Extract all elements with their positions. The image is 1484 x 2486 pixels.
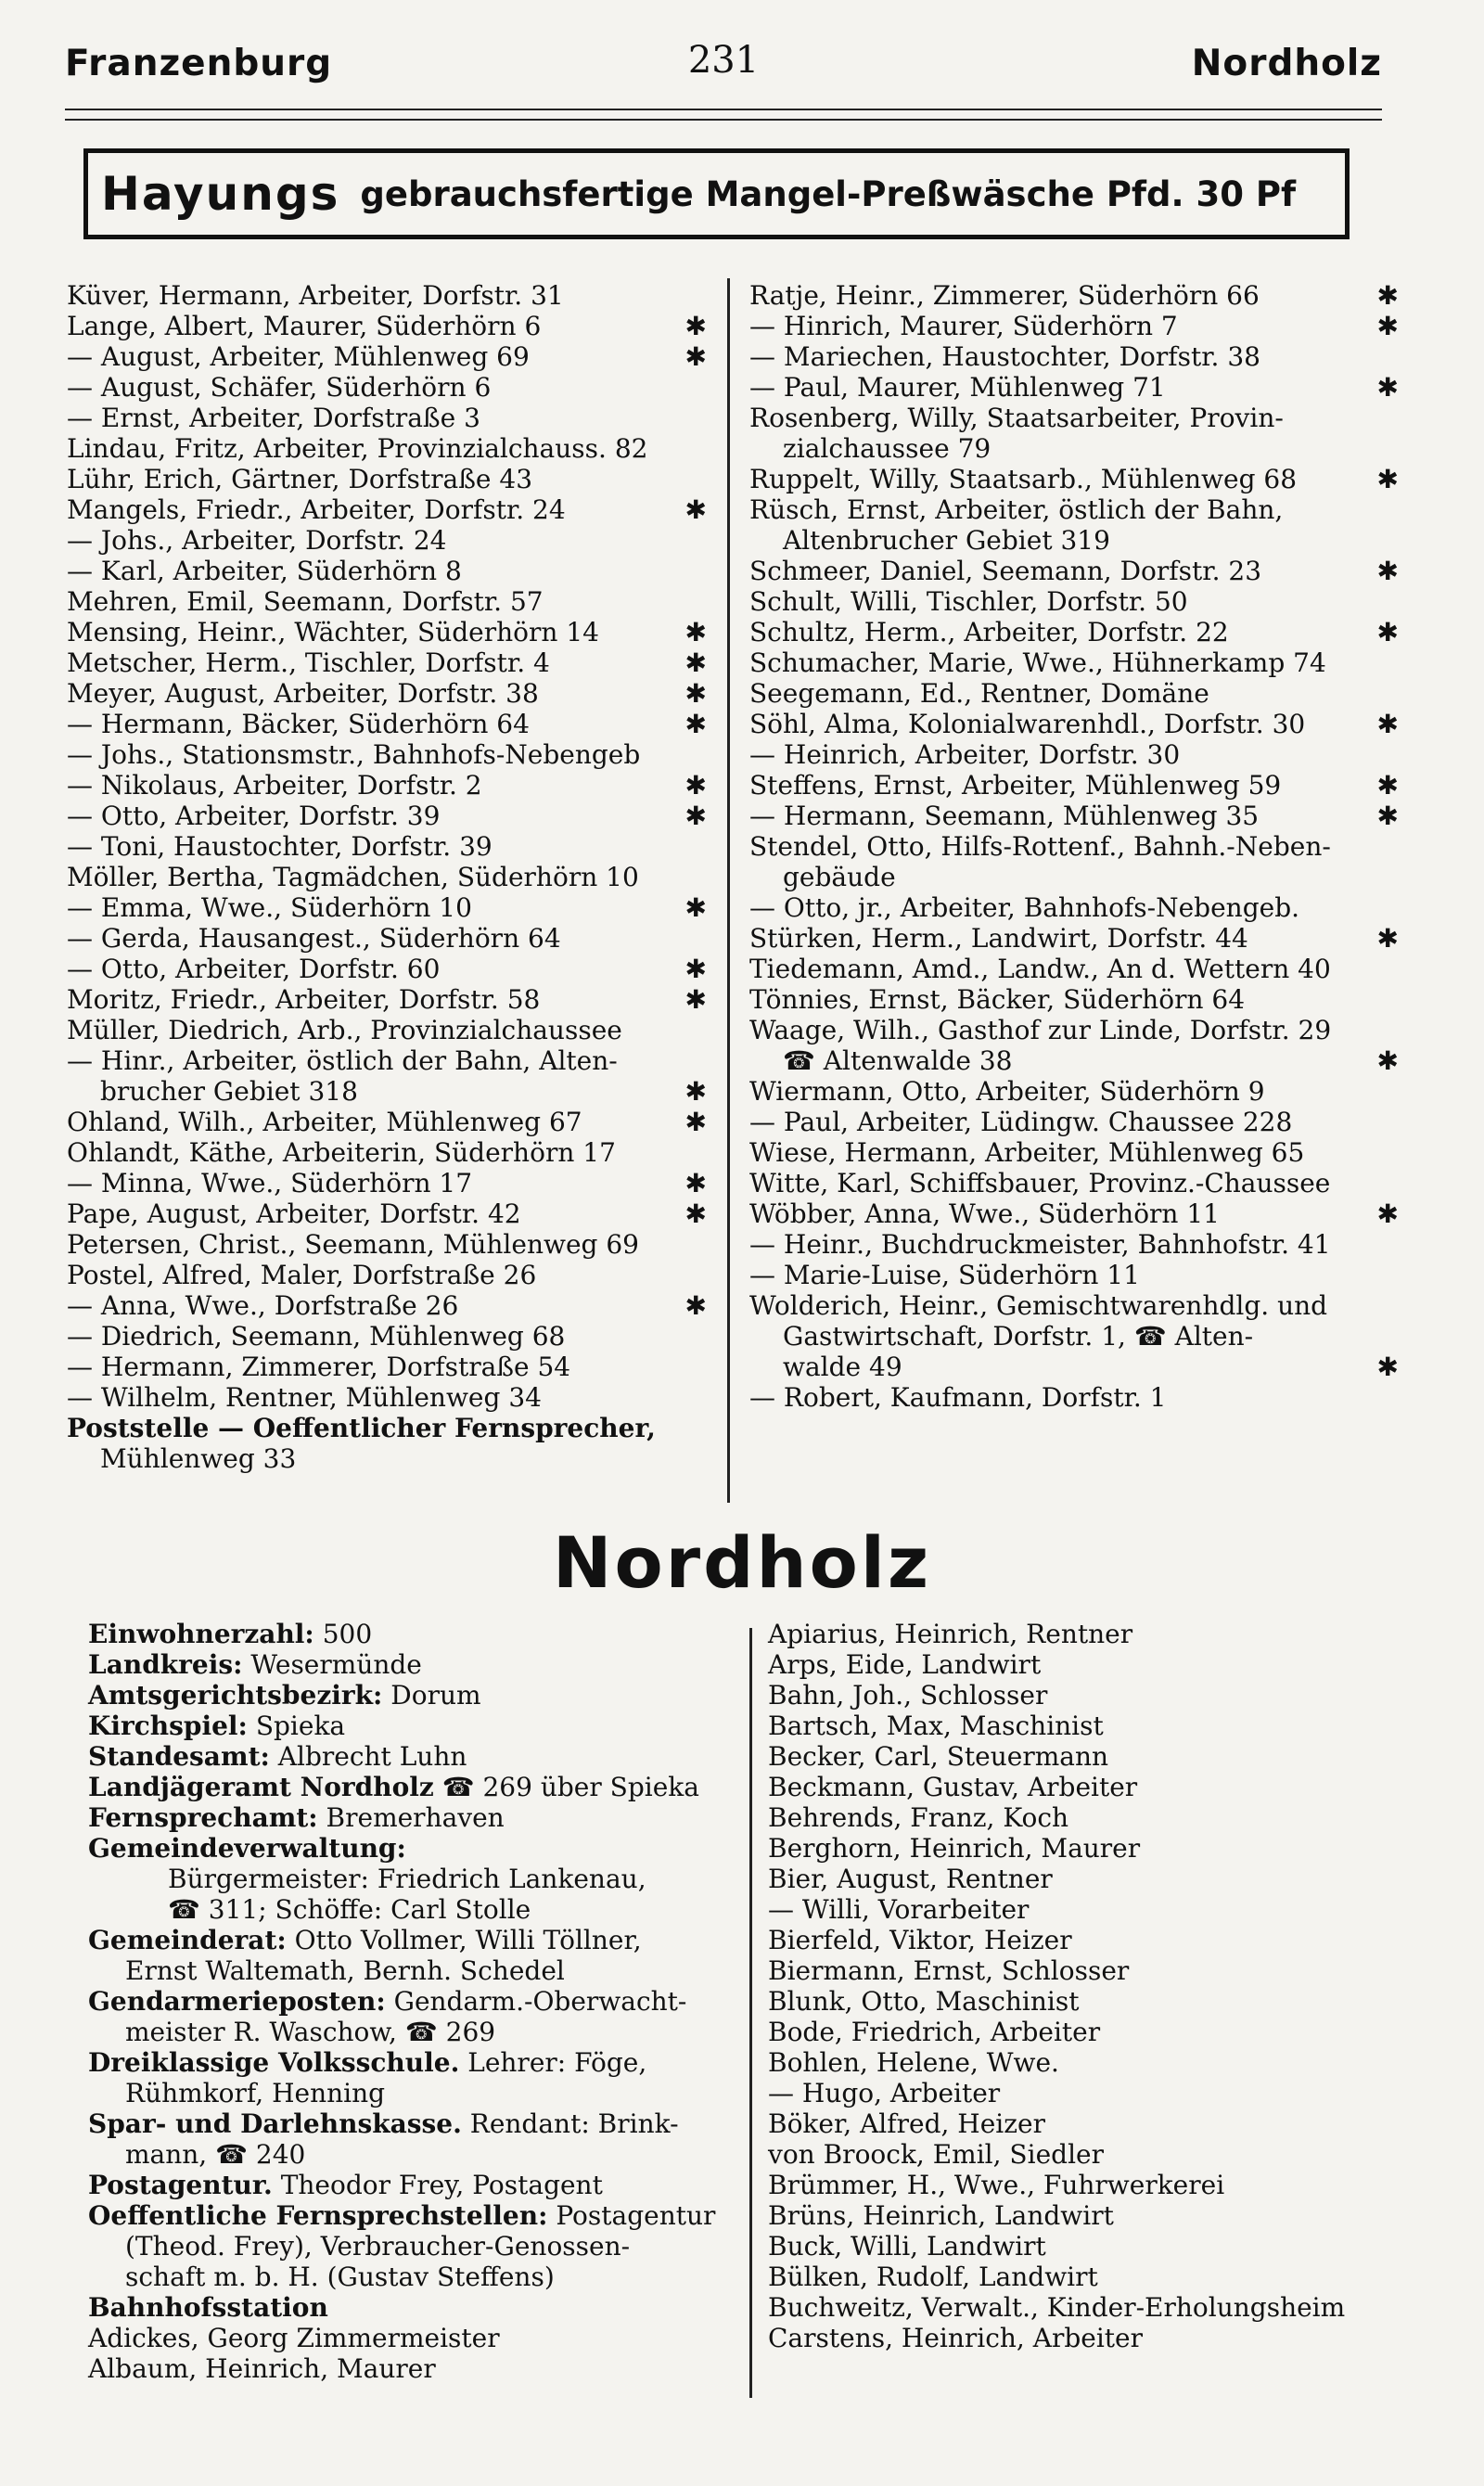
directory-entry	[67, 586, 707, 617]
directory-entry	[67, 433, 707, 464]
info-value: Bremerhaven	[326, 1802, 505, 1833]
entry-text: Lühr, Erich, Gärtner, Dorfstraße 43	[67, 464, 533, 494]
entry-text: — August, Schäfer, Süderhörn 6	[67, 372, 492, 403]
info-label: Gemeindeverwaltung:	[88, 1833, 406, 1864]
entry-text: — Robert, Kaufmann, Dorfstr. 1	[749, 1382, 1167, 1413]
entry-continuation: Mühlenweg 33	[100, 1443, 297, 1474]
info-value: mann, ☎ 240	[125, 2139, 306, 2170]
entry-continuation: Altenbrucher Gebiet 319	[783, 525, 1110, 556]
entry-text: Postel, Alfred, Maler, Dorfstraße 26	[67, 1260, 537, 1290]
directory-entry	[749, 1260, 1399, 1290]
directory-entry: Bartsch, Max, Maschinist	[768, 1711, 1104, 1741]
directory-entry	[67, 1413, 707, 1474]
directory-entry	[67, 464, 707, 494]
entry-text: — Wilhelm, Rentner, Mühlenweg 34	[67, 1382, 542, 1413]
info-value: ☎ 269 über Spieka	[441, 1772, 699, 1802]
entry-text: Mensing, Heinr., Wächter, Süderhörn 14	[67, 617, 599, 647]
entry-text: Schmeer, Daniel, Seemann, Dorfstr. 23	[749, 556, 1262, 586]
info-line	[88, 2047, 737, 2078]
info-line	[88, 1741, 737, 1772]
entry-text: — Marie-Luise, Süderhörn 11	[749, 1260, 1140, 1290]
entry-text: — August, Arbeiter, Mühlenweg 69	[67, 341, 530, 372]
directory-entry	[749, 1015, 1399, 1076]
star-icon: ✱	[684, 1290, 707, 1321]
star-icon: ✱	[684, 1168, 707, 1198]
star-icon: ✱	[1376, 709, 1399, 739]
info-value: Dorum	[390, 1680, 481, 1711]
info-value: Rühmkorf, Henning	[125, 2078, 386, 2108]
entry-text: Tiedemann, Amd., Landw., An d. Wettern 40	[749, 954, 1331, 984]
directory-entry: — Hugo, Arbeiter	[768, 2078, 1001, 2108]
directory-entry	[749, 1198, 1399, 1229]
entry-text: — Diedrich, Seemann, Mühlenweg 68	[67, 1321, 566, 1352]
directory-entry	[67, 801, 707, 831]
star-icon: ✱	[684, 801, 707, 831]
info-line	[88, 2231, 737, 2262]
town-info	[88, 1619, 737, 2384]
directory-entry	[67, 556, 707, 586]
directory-entry	[749, 556, 1399, 586]
page-header	[65, 37, 1382, 93]
info-label: Dreiklassige Volksschule.	[88, 2047, 460, 2078]
star-icon: ✱	[684, 892, 707, 923]
info-label: Gendarmerieposten:	[88, 1986, 386, 2017]
entry-text: Seegemann, Ed., Rentner, Domäne	[749, 678, 1209, 709]
directory-entry: von Broock, Emil, Siedler	[768, 2139, 1104, 2170]
directory-entry	[749, 770, 1399, 801]
entry-text: — Hinrich, Maurer, Süderhörn 7	[749, 311, 1178, 341]
star-icon: ✱	[684, 1198, 707, 1229]
info-value: Gendarm.-Oberwacht-	[393, 1986, 687, 2017]
directory-entry	[749, 892, 1399, 923]
info-value: Adickes, Georg Zimmermeister	[88, 2323, 500, 2353]
entry-text: Pape, August, Arbeiter, Dorfstr. 42	[67, 1198, 521, 1229]
directory-entry: Apiarius, Heinrich, Rentner	[768, 1619, 1133, 1649]
entry-text: Stürken, Herm., Landwirt, Dorfstr. 44	[749, 923, 1248, 954]
info-label: Fernsprechamt:	[88, 1802, 318, 1833]
entry-text: Moritz, Friedr., Arbeiter, Dorfstr. 58	[67, 984, 541, 1015]
directory-entry	[749, 1382, 1399, 1413]
directory-entry	[67, 311, 707, 341]
advertisement-banner	[83, 148, 1350, 239]
info-line	[88, 1649, 737, 1680]
star-icon: ✱	[684, 678, 707, 709]
star-icon: ✱	[1376, 770, 1399, 801]
entry-text: Meyer, August, Arbeiter, Dorfstr. 38	[67, 678, 539, 709]
directory-entry	[67, 1045, 707, 1107]
entry-text: Rosenberg, Willy, Staatsarbeiter, Provin-	[749, 403, 1284, 433]
directory-entry	[67, 280, 707, 311]
info-label: Landjägeramt Nordholz	[88, 1772, 434, 1802]
directory-entry	[67, 647, 707, 678]
entry-text: — Johs., Arbeiter, Dorfstr. 24	[67, 525, 447, 556]
star-icon: ✱	[1376, 801, 1399, 831]
info-value: Postagentur	[556, 2200, 716, 2231]
resident-list-left	[67, 280, 707, 1474]
star-icon: ✱	[684, 770, 707, 801]
star-icon: ✱	[1376, 617, 1399, 647]
info-line	[88, 1986, 737, 2017]
directory-entry: Biermann, Ernst, Schlosser	[768, 1955, 1130, 1986]
directory-entry	[749, 923, 1399, 954]
entry-text: Mangels, Friedr., Arbeiter, Dorfstr. 24	[67, 494, 566, 525]
info-label: Oeffentliche Fernsprechstellen:	[88, 2200, 548, 2231]
info-line	[88, 1833, 737, 1864]
info-value: Theodor Frey, Postagent	[280, 2170, 603, 2200]
directory-entry	[67, 862, 707, 892]
entry-text: Ohlandt, Käthe, Arbeiterin, Süderhörn 17	[67, 1137, 616, 1168]
entry-text: — Paul, Maurer, Mühlenweg 71	[749, 372, 1166, 403]
directory-entry: Arps, Eide, Landwirt	[768, 1649, 1042, 1680]
entry-text: Söhl, Alma, Kolonialwarenhdl., Dorfstr. 30	[749, 709, 1306, 739]
resident-list-right	[749, 280, 1399, 1413]
info-value: Otto Vollmer, Willi Töllner,	[294, 1925, 642, 1955]
header-right-town: Nordholz	[1191, 43, 1382, 84]
star-icon: ✱	[684, 709, 707, 739]
info-line	[88, 1864, 737, 1894]
star-icon: ✱	[684, 984, 707, 1015]
star-icon: ✱	[1376, 464, 1399, 494]
star-icon: ✱	[684, 341, 707, 372]
entry-text: Rüsch, Ernst, Arbeiter, östlich der Bahn,	[749, 494, 1284, 525]
entry-continuation: gebäude	[783, 862, 896, 892]
entry-text: — Minna, Wwe., Süderhörn 17	[67, 1168, 473, 1198]
entry-text: Poststelle — Oeffentlicher Fernsprecher,	[67, 1413, 656, 1443]
header-rule-top	[65, 109, 1382, 110]
star-icon: ✱	[1376, 923, 1399, 954]
directory-entry: Behrends, Franz, Koch	[768, 1802, 1069, 1833]
entry-text: Waage, Wilh., Gasthof zur Linde, Dorfstr. 29	[749, 1015, 1332, 1045]
entry-continuation: brucher Gebiet 318	[100, 1076, 358, 1107]
column-divider	[727, 278, 730, 1503]
entry-text: Petersen, Christ., Seemann, Mühlenweg 69	[67, 1229, 639, 1260]
header-rule-bottom	[65, 119, 1382, 121]
entry-text: Schumacher, Marie, Wwe., Hühnerkamp 74	[749, 647, 1326, 678]
directory-entry	[67, 525, 707, 556]
ad-brand: Hayungs	[101, 167, 340, 221]
directory-entry	[749, 280, 1399, 311]
directory-entry: Bier, August, Rentner	[768, 1864, 1053, 1894]
directory-entry	[67, 954, 707, 984]
directory-entry	[67, 1229, 707, 1260]
directory-entry	[749, 954, 1399, 984]
info-line	[88, 2200, 737, 2231]
info-line	[88, 1894, 737, 1925]
entry-text: — Nikolaus, Arbeiter, Dorfstr. 2	[67, 770, 482, 801]
info-line	[88, 2078, 737, 2108]
entry-text: Ohland, Wilh., Arbeiter, Mühlenweg 67	[67, 1107, 582, 1137]
entry-text: — Karl, Arbeiter, Süderhörn 8	[67, 556, 462, 586]
info-label: Einwohnerzahl:	[88, 1619, 314, 1649]
directory-entry	[67, 1198, 707, 1229]
star-icon: ✱	[1376, 1198, 1399, 1229]
star-icon: ✱	[684, 954, 707, 984]
entry-text: — Anna, Wwe., Dorfstraße 26	[67, 1290, 459, 1321]
info-line	[88, 2353, 737, 2384]
directory-entry: — Willi, Vorarbeiter	[768, 1894, 1030, 1925]
entry-text: — Heinrich, Arbeiter, Dorfstr. 30	[749, 739, 1181, 770]
entry-text: — Heinr., Buchdruckmeister, Bahnhofstr. 41	[749, 1229, 1331, 1260]
info-line	[88, 2323, 737, 2353]
entry-text: Lange, Albert, Maurer, Süderhörn 6	[67, 311, 542, 341]
directory-entry	[67, 403, 707, 433]
entry-text: Ruppelt, Willy, Staatsarb., Mühlenweg 68	[749, 464, 1298, 494]
info-value: Albrecht Luhn	[277, 1741, 467, 1772]
directory-entry	[749, 464, 1399, 494]
directory-entry	[749, 617, 1399, 647]
directory-entry	[749, 801, 1399, 831]
info-line	[88, 1619, 737, 1649]
directory-entry	[67, 1015, 707, 1045]
directory-entry	[749, 984, 1399, 1015]
directory-entry: Carstens, Heinrich, Arbeiter	[768, 2323, 1143, 2353]
directory-entry	[67, 739, 707, 770]
entry-text: Metscher, Herm., Tischler, Dorfstr. 4	[67, 647, 550, 678]
info-value: meister R. Waschow, ☎ 269	[125, 2017, 496, 2047]
resident-list-lower	[768, 1619, 1417, 2353]
directory-entry	[749, 739, 1399, 770]
directory-entry: Brümmer, H., Wwe., Fuhrwerkerei	[768, 2170, 1225, 2200]
directory-entry: Buchweitz, Verwalt., Kinder-Erholungsheim	[768, 2292, 1346, 2323]
directory-entry	[67, 923, 707, 954]
entry-text: Wiermann, Otto, Arbeiter, Süderhörn 9	[749, 1076, 1265, 1107]
directory-entry: Buck, Willi, Landwirt	[768, 2231, 1046, 2262]
directory-entry	[67, 1137, 707, 1168]
info-line	[88, 1711, 737, 1741]
entry-text: Küver, Hermann, Arbeiter, Dorfstr. 31	[67, 280, 564, 311]
directory-entry	[749, 709, 1399, 739]
entry-text: — Gerda, Hausangest., Süderhörn 64	[67, 923, 561, 954]
info-value: ☎ 311; Schöffe: Carl Stolle	[168, 1894, 531, 1925]
entry-text: Mehren, Emil, Seemann, Dorfstr. 57	[67, 586, 544, 617]
entry-text: Lindau, Fritz, Arbeiter, Provinzialchauss. 82	[67, 433, 648, 464]
star-icon: ✱	[684, 1076, 707, 1107]
entry-continuation: zialchaussee 79	[783, 433, 991, 464]
entry-text: Steffens, Ernst, Arbeiter, Mühlenweg 59	[749, 770, 1282, 801]
info-label: Landkreis:	[88, 1649, 243, 1680]
info-label: Spar- und Darlehnskasse.	[88, 2108, 462, 2139]
entry-text: — Mariechen, Haustochter, Dorfstr. 38	[749, 341, 1260, 372]
directory-entry	[749, 1107, 1399, 1137]
header-left-town: Franzenburg	[65, 43, 333, 84]
directory-entry: Böker, Alfred, Heizer	[768, 2108, 1045, 2139]
info-line	[88, 1955, 737, 1986]
directory-entry	[749, 647, 1399, 678]
directory-entry: Bohlen, Helene, Wwe.	[768, 2047, 1059, 2078]
directory-entry	[749, 341, 1399, 372]
info-line	[88, 2170, 737, 2200]
entry-text: — Ernst, Arbeiter, Dorfstraße 3	[67, 403, 480, 433]
directory-entry	[749, 678, 1399, 709]
directory-entry: Bahn, Joh., Schlosser	[768, 1680, 1048, 1711]
star-icon: ✱	[1376, 1352, 1399, 1382]
info-label: Standesamt:	[88, 1741, 270, 1772]
entry-text: — Toni, Haustochter, Dorfstr. 39	[67, 831, 493, 862]
directory-entry	[67, 1321, 707, 1352]
directory-entry	[749, 831, 1399, 892]
info-label: Kirchspiel:	[88, 1711, 248, 1741]
entry-text: — Otto, jr., Arbeiter, Bahnhofs-Nebengeb.	[749, 892, 1300, 923]
entry-text: — Hermann, Zimmerer, Dorfstraße 54	[67, 1352, 571, 1382]
entry-text: Wöbber, Anna, Wwe., Süderhörn 11	[749, 1198, 1220, 1229]
entry-text: Wiese, Hermann, Arbeiter, Mühlenweg 65	[749, 1137, 1305, 1168]
directory-entry	[67, 984, 707, 1015]
info-value: Bürgermeister: Friedrich Lankenau,	[168, 1864, 646, 1894]
column-divider-lower	[749, 1628, 752, 2398]
directory-entry	[67, 709, 707, 739]
directory-entry	[749, 1229, 1399, 1260]
star-icon: ✱	[684, 1107, 707, 1137]
directory-entry	[67, 1260, 707, 1290]
directory-entry: Berghorn, Heinrich, Maurer	[768, 1833, 1141, 1864]
info-value: Spieka	[255, 1711, 346, 1741]
ad-text: gebrauchsfertige Mangel-Preßwäsche Pfd. 30 Pf	[360, 173, 1297, 214]
directory-entry	[749, 1290, 1399, 1382]
directory-entry	[749, 403, 1399, 464]
entry-text: Witte, Karl, Schiffsbauer, Provinz.-Chaussee	[749, 1168, 1331, 1198]
info-value: (Theod. Frey), Verbraucher-Genossen-	[125, 2231, 631, 2262]
entry-text: Stendel, Otto, Hilfs-Rottenf., Bahnh.-Neben-	[749, 831, 1331, 862]
directory-entry	[749, 586, 1399, 617]
info-value: Rendant: Brink-	[469, 2108, 679, 2139]
entry-text: Schult, Willi, Tischler, Dorfstr. 50	[749, 586, 1188, 617]
info-value: schaft m. b. H. (Gustav Steffens)	[125, 2262, 555, 2292]
info-value: Albaum, Heinrich, Maurer	[88, 2353, 436, 2384]
star-icon: ✱	[684, 494, 707, 525]
star-icon: ✱	[684, 647, 707, 678]
info-label: Amtsgerichtsbezirk:	[88, 1680, 383, 1711]
entry-text: Tönnies, Ernst, Bäcker, Süderhörn 64	[749, 984, 1246, 1015]
info-line	[88, 1680, 737, 1711]
info-label: Bahnhofsstation	[88, 2292, 328, 2323]
info-line	[88, 1925, 737, 1955]
directory-entry	[749, 1137, 1399, 1168]
directory-entry: Blunk, Otto, Maschinist	[768, 1986, 1080, 2017]
directory-entry	[67, 372, 707, 403]
directory-entry	[67, 1382, 707, 1413]
town-heading: Nordholz	[552, 1521, 932, 1604]
entry-text: Ratje, Heinr., Zimmerer, Süderhörn 66	[749, 280, 1260, 311]
info-value: Lehrer: Föge,	[467, 2047, 647, 2078]
info-line	[88, 2262, 737, 2292]
star-icon: ✱	[1376, 280, 1399, 311]
directory-entry: Bierfeld, Viktor, Heizer	[768, 1925, 1072, 1955]
directory-entry	[67, 341, 707, 372]
directory-entry	[67, 770, 707, 801]
directory-entry	[749, 1076, 1399, 1107]
star-icon: ✱	[1376, 372, 1399, 403]
entry-text: — Paul, Arbeiter, Lüdingw. Chaussee 228	[749, 1107, 1293, 1137]
entry-continuation: Gastwirtschaft, Dorfstr. 1, ☎ Alten-	[783, 1321, 1254, 1352]
info-line	[88, 1802, 737, 1833]
info-value: Wesermünde	[250, 1649, 422, 1680]
entry-text: — Otto, Arbeiter, Dorfstr. 39	[67, 801, 441, 831]
info-line	[88, 2139, 737, 2170]
entry-text: — Hermann, Seemann, Mühlenweg 35	[749, 801, 1260, 831]
directory-entry: Bode, Friedrich, Arbeiter	[768, 2017, 1101, 2047]
directory-entry: Bülken, Rudolf, Landwirt	[768, 2262, 1098, 2292]
directory-entry	[749, 1168, 1399, 1198]
directory-entry	[749, 311, 1399, 341]
entry-text: Schultz, Herm., Arbeiter, Dorfstr. 22	[749, 617, 1229, 647]
directory-entry: Beckmann, Gustav, Arbeiter	[768, 1772, 1138, 1802]
star-icon: ✱	[684, 311, 707, 341]
entry-text: Wolderich, Heinr., Gemischtwarenhdlg. und	[749, 1290, 1328, 1321]
info-value: Ernst Waltemath, Bernh. Schedel	[125, 1955, 565, 1986]
directory-entry	[67, 617, 707, 647]
directory-entry	[749, 494, 1399, 556]
directory-entry	[67, 1290, 707, 1321]
entry-text: — Emma, Wwe., Süderhörn 10	[67, 892, 472, 923]
info-value: 500	[322, 1619, 373, 1649]
entry-text: — Hinr., Arbeiter, östlich der Bahn, Alten-	[67, 1045, 618, 1076]
directory-entry	[67, 678, 707, 709]
directory-entry: Becker, Carl, Steuermann	[768, 1741, 1109, 1772]
entry-text: — Otto, Arbeiter, Dorfstr. 60	[67, 954, 441, 984]
directory-entry	[749, 372, 1399, 403]
directory-entry	[67, 1352, 707, 1382]
star-icon: ✱	[1376, 556, 1399, 586]
info-line	[88, 2017, 737, 2047]
directory-entry	[67, 1168, 707, 1198]
entry-text: Müller, Diedrich, Arb., Provinzialchaussee	[67, 1015, 622, 1045]
info-label: Gemeinderat:	[88, 1925, 287, 1955]
info-line	[88, 1772, 737, 1802]
info-line	[88, 2292, 737, 2323]
entry-text: — Johs., Stationsmstr., Bahnhofs-Nebengeb	[67, 739, 641, 770]
directory-entry: Brüns, Heinrich, Landwirt	[768, 2200, 1114, 2231]
directory-entry	[67, 831, 707, 862]
directory-entry	[67, 1107, 707, 1137]
star-icon: ✱	[1376, 1045, 1399, 1076]
entry-continuation: ☎ Altenwalde 38	[783, 1045, 1013, 1076]
star-icon: ✱	[1376, 311, 1399, 341]
directory-entry	[67, 892, 707, 923]
info-label: Postagentur.	[88, 2170, 273, 2200]
info-line	[88, 2108, 737, 2139]
entry-text: Möller, Bertha, Tagmädchen, Süderhörn 10	[67, 862, 639, 892]
star-icon: ✱	[684, 617, 707, 647]
page-number: 231	[687, 39, 760, 82]
directory-entry	[67, 494, 707, 525]
entry-text: — Hermann, Bäcker, Süderhörn 64	[67, 709, 530, 739]
entry-continuation: walde 49	[783, 1352, 902, 1382]
